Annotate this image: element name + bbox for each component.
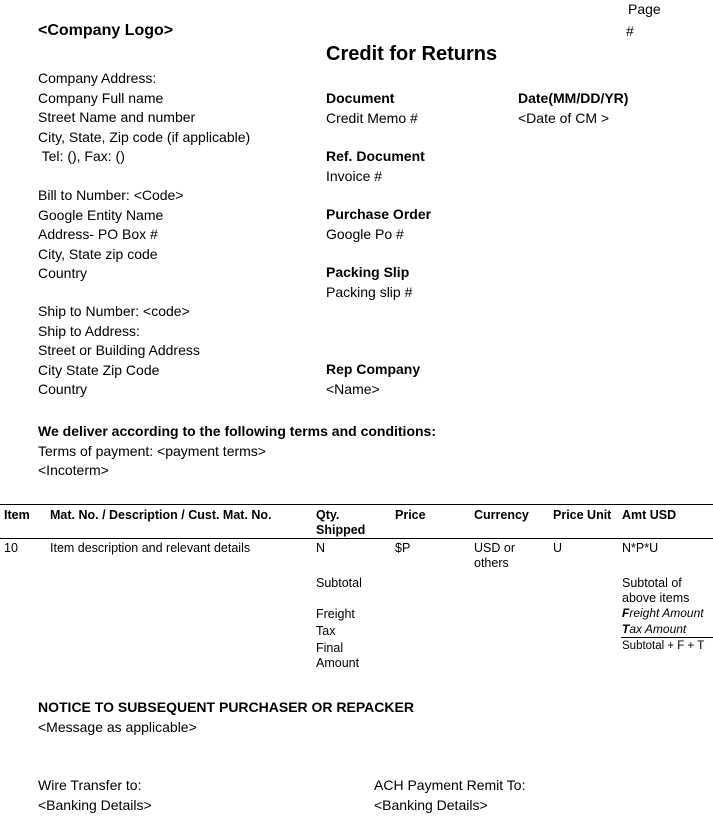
document-field [326,89,418,128]
table-header-rule [0,538,713,539]
company-full-name: Company Full name [38,89,164,106]
ship-to-address-label: Ship to Address: [38,322,140,339]
bill-to-city: City, State zip code [38,245,158,262]
ach-payment-label: ACH Payment Remit To: [374,777,526,793]
date-label: Date(MM/DD/YR) [518,90,629,106]
ach-payment-details: <Banking Details> [374,796,488,813]
bill-to-block [38,186,184,284]
tax-label: Tax [316,624,336,638]
company-street: Street Name and number [38,109,196,125]
page-number: # [626,23,634,39]
company-city: City, State, Zip code (if applicable) [38,128,251,145]
bill-to-address: Address- PO Box # [38,226,158,242]
ref-document-label: Ref. Document [326,148,425,164]
bill-to-number: Bill to Number: <Code> [38,187,184,203]
col-header-qty-line1: Qty. [316,508,340,522]
tax-value [622,622,686,636]
document-label: Document [326,90,395,106]
purchase-order-field [326,205,431,244]
final-amount-value: Subtotal + F + T [622,640,705,652]
row-item: 10 [4,541,18,555]
row-qty: N [316,541,326,555]
date-field [518,89,628,128]
terms-heading: We deliver according to the following terms and conditions: [38,423,437,439]
tax-value-prefix: T [622,622,630,636]
freight-value-prefix: F [622,606,630,620]
row-amount: N*P*U [622,541,659,555]
ref-document-value: Invoice # [326,167,383,184]
rep-company-value: <Name> [326,380,380,397]
final-amount-rule [621,637,713,638]
terms-block [38,422,436,481]
terms-incoterm: <Incoterm> [38,462,109,478]
col-header-currency: Currency [474,508,529,522]
col-header-amount: Amt USD [622,508,677,522]
row-currency [474,541,515,571]
ref-document-field [326,147,425,186]
freight-value-rest: reight Amount [629,606,704,620]
terms-payment: Terms of payment: <payment terms> [38,442,266,459]
ship-to-street: Street or Building Address [38,342,200,358]
document-value: Credit Memo # [326,109,418,126]
ship-to-number: Ship to Number: <code> [38,303,190,319]
col-header-qty [316,508,365,538]
company-logo: <Company Logo> [38,22,174,39]
company-address-label: Company Address: [38,70,157,86]
company-address-block [38,69,250,167]
packing-slip-field [326,263,412,302]
purchase-order-value: Google Po # [326,225,404,242]
tax-value-rest: ax Amount [629,622,687,636]
final-amount-label-line1: Final [316,641,344,655]
row-description: Item description and relevant details [50,541,251,555]
freight-value [622,606,704,620]
purchase-order-label: Purchase Order [326,206,432,222]
row-price-unit: U [553,541,563,555]
col-header-price-unit: Price Unit [553,508,612,522]
freight-label: Freight [316,607,355,621]
col-header-material: Mat. No. / Description / Cust. Mat. No. [50,508,272,522]
ach-payment-block [374,776,525,815]
subtotal-value-line2: above items [622,591,690,605]
final-amount-label [316,641,359,671]
page-label: Page [628,1,661,17]
subtotal-label: Subtotal [316,576,362,590]
final-amount-label-line2: Amount [316,656,360,670]
table-top-rule [0,504,713,505]
ship-to-city: City State Zip Code [38,361,160,378]
rep-company-field [326,360,420,399]
company-tel-fax: Tel: (), Fax: () [38,148,125,164]
ship-to-block [38,302,200,400]
subtotal-value [622,576,689,606]
row-currency-line1: USD or [474,541,515,555]
notice-message: <Message as applicable> [38,719,197,735]
row-price: $P [395,541,411,555]
wire-transfer-details: <Banking Details> [38,796,152,813]
subtotal-value-line1: Subtotal of [622,576,682,590]
wire-transfer-label: Wire Transfer to: [38,777,142,793]
page-title: Credit for Returns [326,43,498,65]
bill-to-entity: Google Entity Name [38,206,164,223]
packing-slip-value: Packing slip # [326,283,413,300]
packing-slip-label: Packing Slip [326,264,410,280]
date-value: <Date of CM > [518,109,610,126]
col-header-item: Item [4,508,30,522]
wire-transfer-block [38,776,152,815]
rep-company-label: Rep Company [326,361,421,377]
row-currency-line2: others [474,556,509,570]
col-header-qty-line2: Shipped [316,523,366,537]
notice-heading: NOTICE TO SUBSEQUENT PURCHASER OR REPACKER [38,699,414,715]
ship-to-country: Country [38,381,88,397]
bill-to-country: Country [38,265,88,281]
col-header-price: Price [395,508,426,522]
